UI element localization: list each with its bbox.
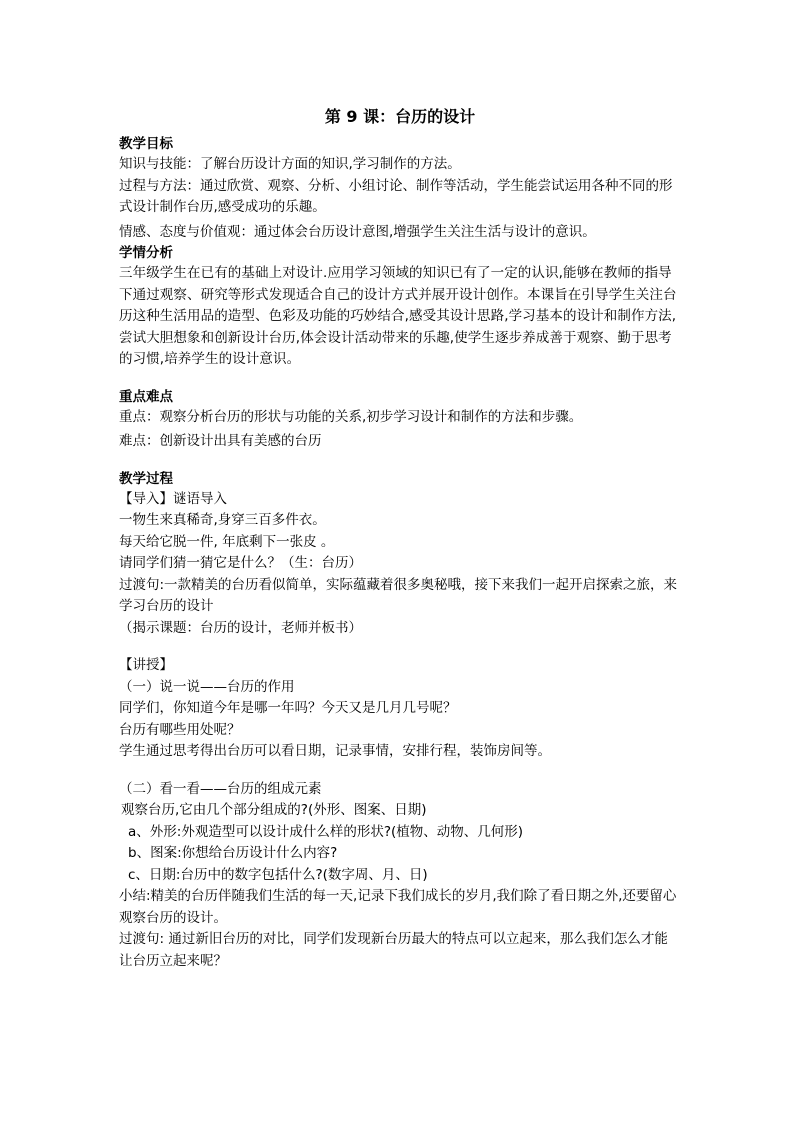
section-heading-process: 教学过程 (119, 470, 173, 487)
part2-item-date: c、日期:台历中的数字包括什么?(数字周、月、日) (128, 866, 428, 883)
section-heading-analysis: 学情分析 (119, 245, 173, 261)
section-heading-keypoints: 重点难点 (119, 388, 173, 405)
riddle-line-1: 一物生来真稀奇,身穿三百多件衣。 (119, 512, 326, 528)
riddle-line-2: 每天给它脱一件, 年底剩下一张皮 。 (119, 533, 335, 550)
topic-reveal: （揭示课题：台历的设计，老师并板书） (119, 619, 362, 636)
goal-knowledge: 知识与技能：了解台历设计方面的知识,学习制作的方法。 (119, 156, 461, 172)
section-heading-goals: 教学目标 (119, 136, 173, 152)
part2-transition: 过渡句: 通过新旧台历的对比，同学们发现新台历最大的特点可以立起来，那么我们怎么才能让台历立起来呢？ (119, 931, 668, 969)
keypoint-difficulty: 难点：创新设计出具有美感的台历 (119, 433, 322, 449)
part2-item-shape: a、外形:外观造型可以设计成什么样的形状?(植物、动物、几何形) (128, 823, 524, 840)
part1-title: （一）说一说——台历的作用 (119, 678, 295, 695)
intro-label: 【导入】谜语导入 (119, 490, 227, 507)
document-body (119, 106, 679, 972)
intro-transition: 过渡句:一款精美的台历看似简单，实际蕴藏着很多奥秘哦，接下来我们一起开启探索之旅，来学习台历的设计 (119, 576, 678, 614)
goal-process: 过程与方法：通过欣赏、观察、分析、小组讨论、制作等活动，学生能尝试运用各种不同的形式设计制作台历,感受成功的乐趣。 (119, 177, 673, 215)
part2-summary: 小结:精美的台历伴随我们生活的每一天,记录下我们成长的岁月,我们除了看日期之外,还要留心观察台历的设计。 (119, 888, 677, 926)
part1-usage-question: 台历有哪些用处呢？ (119, 721, 241, 738)
page-title: 第 9 课：台历的设计 (324, 107, 476, 126)
lecture-label: 【讲授】 (119, 657, 173, 673)
keypoint-focus: 重点：观察分析台历的形状与功能的关系,初步学习设计和制作的方法和步骤。 (119, 408, 583, 425)
part2-observe: 观察台历,它由几个部分组成的?(外形、图案、日期) (121, 802, 427, 818)
part2-title: （二）看一看——台历的组成元素 (119, 780, 322, 797)
analysis-paragraph: 三年级学生在已有的基础上对设计.应用学习领域的知识已有了一定的认识,能够在教师的指导下通过观察、研究等形式发现适合自己的设计方式并展开设计创作。本课旨在引导学生关注台历这种生活用品的造型、色彩及功能的巧妙结合,感受其设计思路,学习基本的设计和制作方法,尝试大胆想象和创新设计台历,体会设计活动带来的乐趣,使学生逐步养成善于观察、勤于思考的习惯,培养学生的设计意识。 (119, 265, 677, 367)
riddle-question: 请同学们猜一猜它是什么？（生：台历） (119, 555, 362, 571)
goal-attitude: 情感、态度与价值观：通过体会台历设计意图,增强学生关注生活与设计的意识。 (119, 223, 596, 240)
part1-answer: 学生通过思考得出台历可以看日期，记录事情，安排行程，装饰房间等。 (119, 743, 551, 759)
part2-item-pattern: b、图案:你想给台历设计什么内容? (128, 845, 338, 861)
part1-question: 同学们，你知道今年是哪一年吗？今天又是几月几号呢？ (119, 700, 457, 716)
